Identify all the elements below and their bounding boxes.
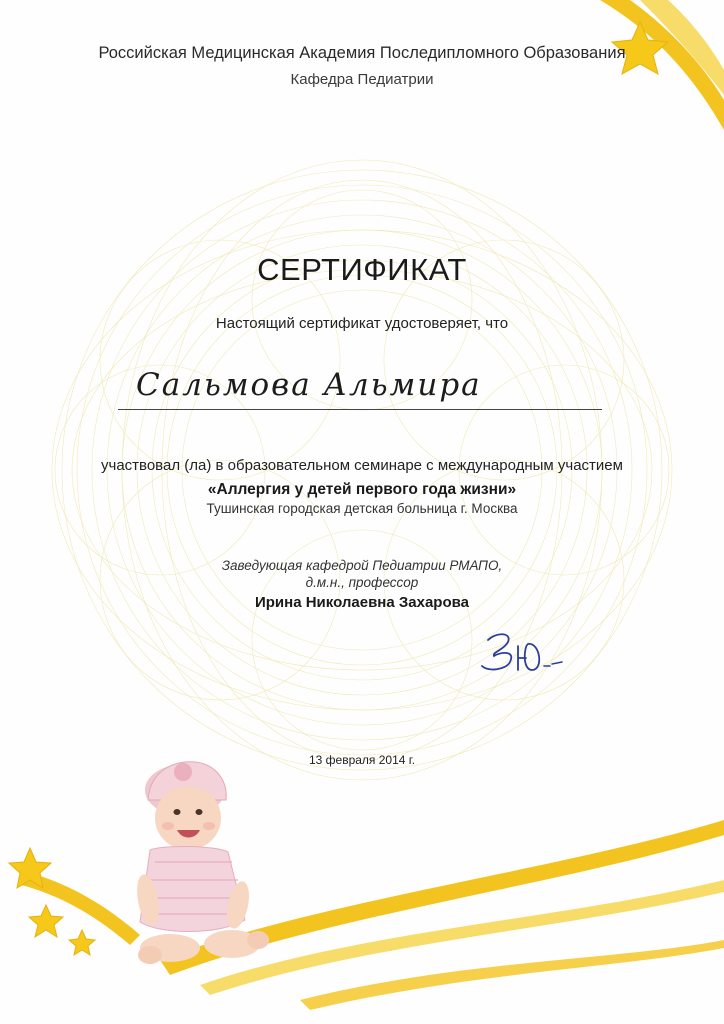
department-name: Кафедра Педиатрии bbox=[290, 71, 434, 88]
recipient-name-handwritten: Сальмова Альмира bbox=[136, 367, 482, 403]
signatory-degree: д.м.н., профессор bbox=[305, 575, 419, 590]
signature bbox=[478, 626, 568, 676]
baby-illustration bbox=[134, 762, 269, 964]
certificate-title: СЕРТИФИКАТ bbox=[257, 252, 467, 287]
certifies-text: Настоящий сертификат удостоверяет, что bbox=[215, 315, 509, 332]
signatory-name: Ирина Николаевна Захарова bbox=[254, 594, 469, 611]
top-right-ribbon bbox=[600, 0, 724, 130]
seminar-title: «Аллергия у детей первого года жизни» bbox=[207, 481, 517, 498]
star-icon bbox=[69, 930, 95, 955]
name-underline bbox=[118, 409, 602, 410]
certificate-date: 13 февраля 2014 г. bbox=[308, 753, 416, 767]
bottom-ribbon bbox=[18, 820, 724, 1010]
star-icon bbox=[29, 905, 63, 937]
participation-text: участвовал (ла) в образовательном семинаре с международным участием bbox=[101, 457, 623, 474]
seminar-venue: Тушинская городская детская больница г. Москва bbox=[206, 501, 518, 516]
signatory-role: Заведующая кафедрой Педиатрии РМАПО, bbox=[221, 558, 503, 573]
academy-name: Российская Медицинская Академия Последипломного Образования bbox=[98, 44, 626, 62]
